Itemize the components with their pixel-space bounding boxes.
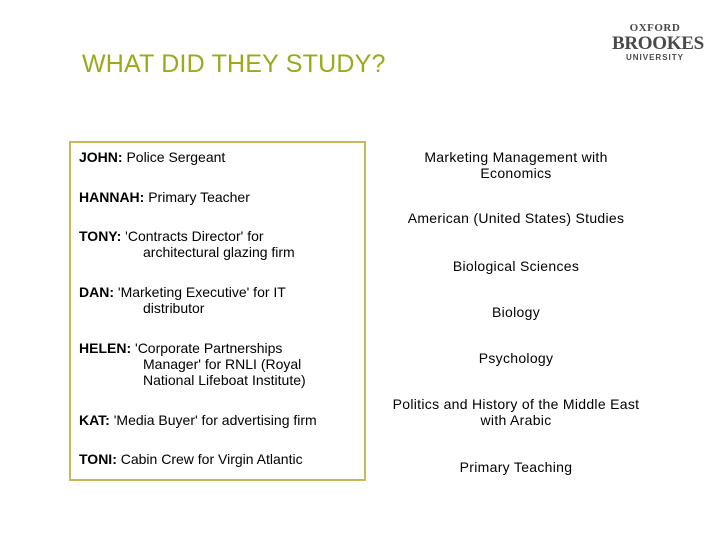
logo-line-2: BROOKES — [612, 33, 704, 54]
person-role: Police Sergeant — [122, 149, 226, 165]
person-role-cont: Manager' for RNLI (Royal — [143, 356, 302, 372]
study-line: American (United States) Studies — [407, 210, 625, 226]
person-kat — [79, 412, 359, 428]
person-name: KAT: — [79, 412, 110, 428]
person-role-cont: National Lifeboat Institute) — [143, 372, 306, 388]
person-role: 'Media Buyer' for advertising firm — [109, 412, 317, 428]
person-role: 'Marketing Executive' for IT — [114, 284, 286, 300]
person-tony — [79, 228, 359, 260]
study-item — [380, 350, 652, 366]
study-line: Marketing Management with — [424, 149, 608, 165]
person-john — [79, 149, 359, 165]
study-item — [380, 210, 652, 226]
person-name: JOHN: — [79, 149, 123, 165]
page-title: WHAT DID THEY STUDY? — [82, 50, 386, 78]
study-item — [380, 396, 652, 428]
person-name: TONY: — [79, 228, 122, 244]
person-dan — [79, 284, 359, 316]
person-role-cont: architectural glazing firm — [143, 244, 295, 260]
person-role: 'Contracts Director' for — [121, 228, 264, 244]
person-name: HELEN: — [79, 340, 132, 356]
person-helen — [79, 340, 359, 388]
person-name: HANNAH: — [79, 189, 145, 205]
university-logo — [612, 22, 704, 62]
study-line: Biological Sciences — [452, 258, 580, 274]
study-line: Primary Teaching — [459, 459, 573, 475]
study-item — [380, 149, 652, 181]
study-line: Biology — [491, 304, 541, 320]
person-hannah — [79, 189, 359, 205]
person-role: Primary Teacher — [144, 189, 250, 205]
logo-line-3: UNIVERSITY — [625, 53, 684, 62]
study-line: with Arabic — [480, 412, 552, 428]
study-item — [380, 258, 652, 274]
person-name: DAN: — [79, 284, 114, 300]
person-toni — [79, 451, 359, 467]
person-role: Cabin Crew for Virgin Atlantic — [116, 451, 303, 467]
study-item — [380, 304, 652, 320]
logo-line-1: OXFORD — [629, 22, 681, 34]
study-line: Psychology — [478, 350, 554, 366]
study-item — [380, 459, 652, 475]
person-name: TONI: — [79, 451, 117, 467]
study-line: Economics — [480, 165, 552, 181]
person-role-cont: distributor — [143, 300, 205, 316]
study-line: Politics and History of the Middle East — [392, 396, 640, 412]
person-role: 'Corporate Partnerships — [131, 340, 283, 356]
